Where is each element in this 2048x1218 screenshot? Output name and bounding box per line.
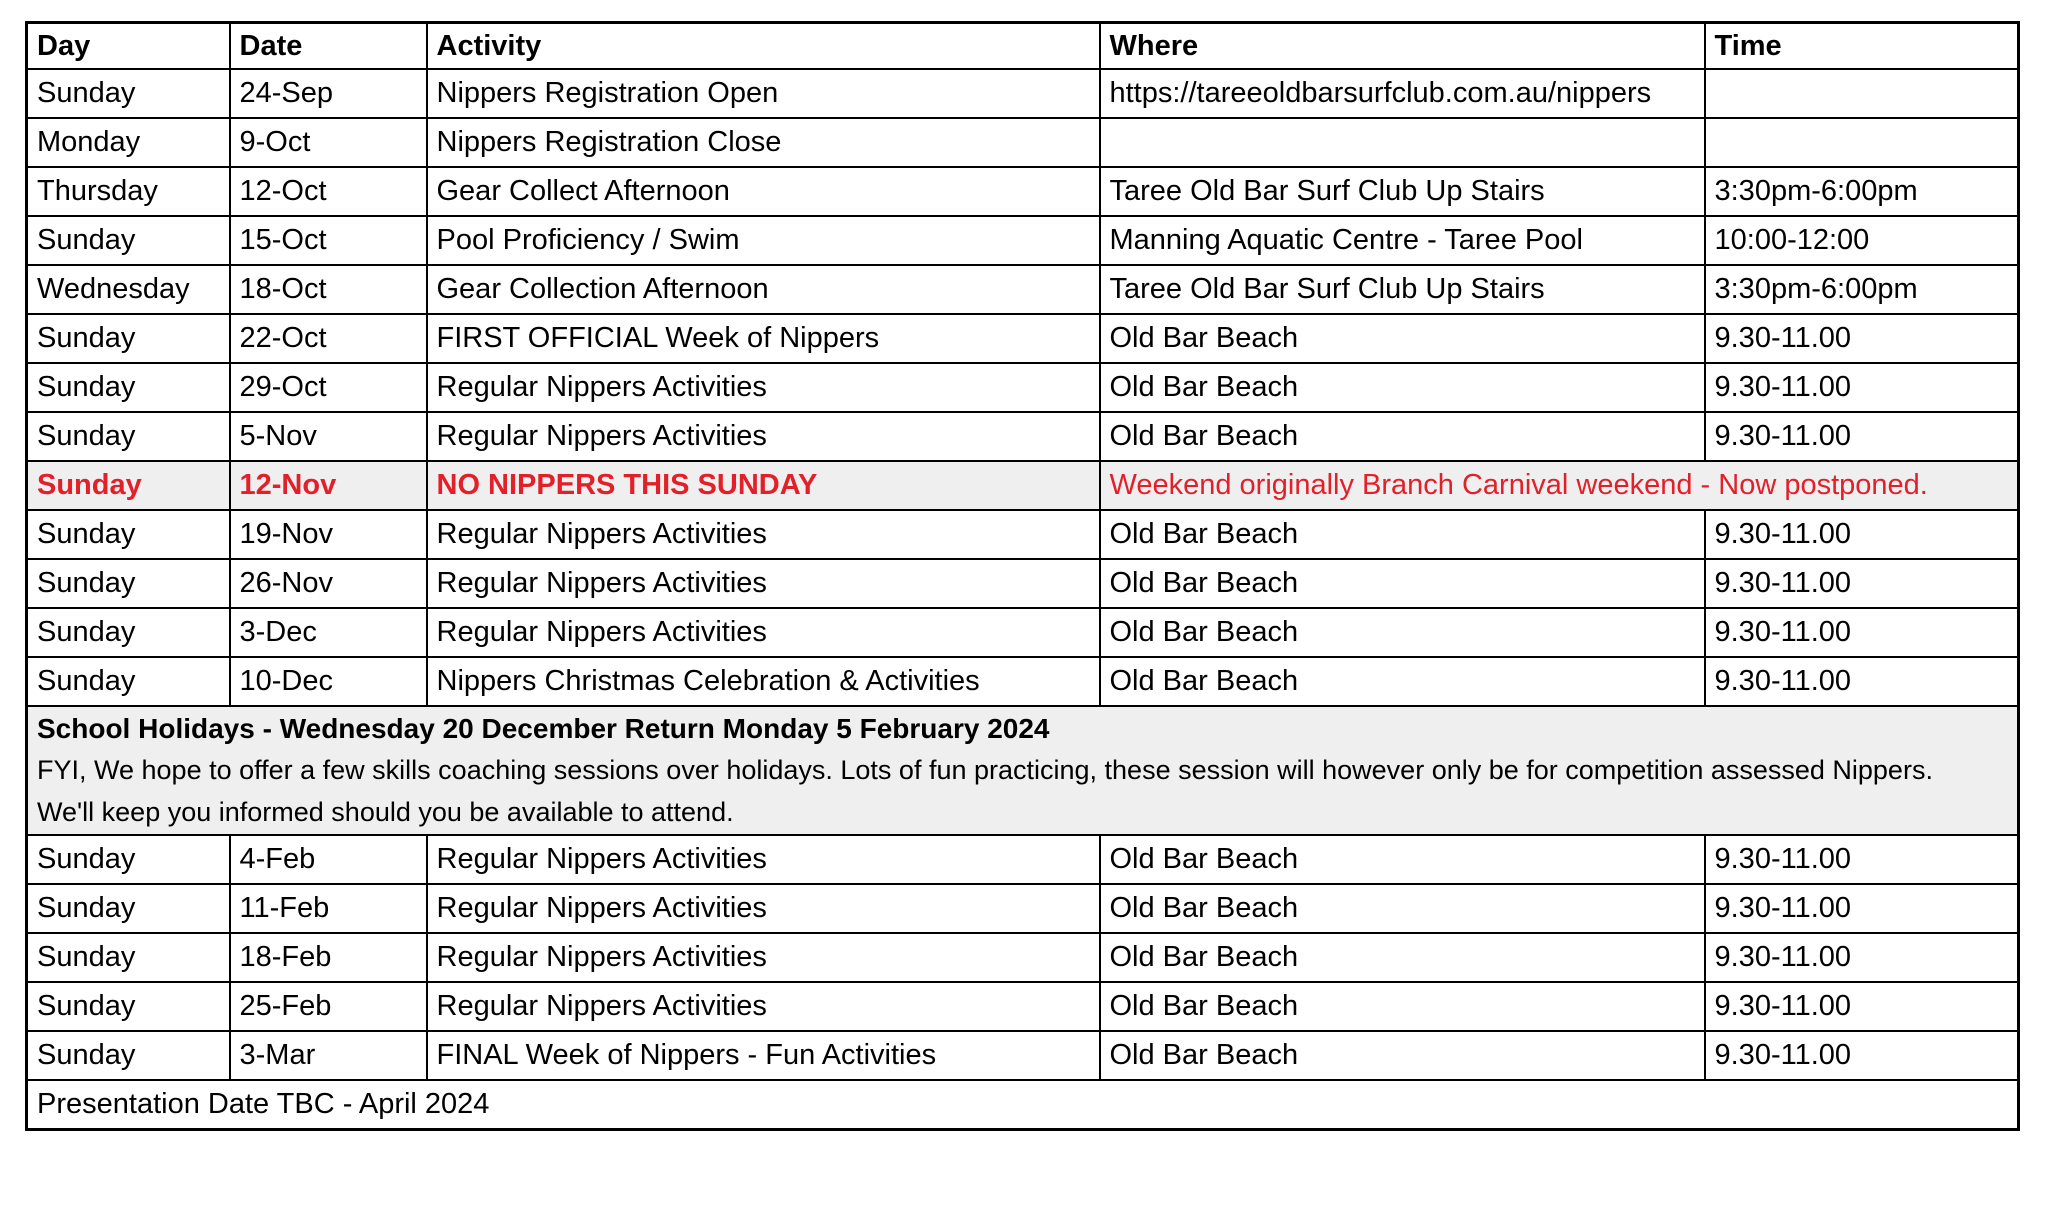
- cell-activity: Pool Proficiency / Swim: [427, 216, 1100, 265]
- cell-activity: Regular Nippers Activities: [427, 608, 1100, 657]
- cell-activity: Regular Nippers Activities: [427, 559, 1100, 608]
- cell-day: Sunday: [27, 216, 230, 265]
- cell-where: Old Bar Beach: [1100, 982, 1705, 1031]
- cell-activity: Regular Nippers Activities: [427, 835, 1100, 884]
- cell-activity: NO NIPPERS THIS SUNDAY: [427, 461, 1100, 510]
- section-title: School Holidays - Wednesday 20 December Return Monday 5 February 2024: [37, 713, 1050, 744]
- cell-time: 10:00-12:00: [1705, 216, 2019, 265]
- cell-date: 3-Dec: [230, 608, 427, 657]
- table-row: [27, 461, 2019, 510]
- nippers-schedule: [25, 21, 2020, 1131]
- cell-time: [1705, 69, 2019, 118]
- cell-activity: Gear Collection Afternoon: [427, 265, 1100, 314]
- cell-where: https://tareeoldbarsurfclub.com.au/nippers: [1100, 69, 1705, 118]
- cell-date: 19-Nov: [230, 510, 427, 559]
- cell-activity: Nippers Registration Open: [427, 69, 1100, 118]
- footer-row: [27, 1080, 2019, 1130]
- footer-note: Presentation Date TBC - April 2024: [27, 1080, 2019, 1130]
- table-row: [27, 982, 2019, 1031]
- table-row: [27, 118, 2019, 167]
- cell-activity: Regular Nippers Activities: [427, 510, 1100, 559]
- cell-day: Sunday: [27, 933, 230, 982]
- schedule-table: [25, 21, 2020, 1131]
- table-row: [27, 657, 2019, 706]
- table-row: [27, 1031, 2019, 1080]
- cell-time: 9.30-11.00: [1705, 314, 2019, 363]
- table-row: [27, 559, 2019, 608]
- column-header-time: Time: [1705, 23, 2019, 70]
- cell-time: 9.30-11.00: [1705, 412, 2019, 461]
- cell-day: Thursday: [27, 167, 230, 216]
- cell-where: Old Bar Beach: [1100, 933, 1705, 982]
- cell-activity: FIRST OFFICIAL Week of Nippers: [427, 314, 1100, 363]
- cell-activity: Nippers Christmas Celebration & Activities: [427, 657, 1100, 706]
- cell-where: Old Bar Beach: [1100, 559, 1705, 608]
- cell-day: Sunday: [27, 1031, 230, 1080]
- table-row: [27, 933, 2019, 982]
- cell-day: Sunday: [27, 69, 230, 118]
- section-row: [27, 706, 2019, 835]
- cell-date: 12-Oct: [230, 167, 427, 216]
- cell-where: Old Bar Beach: [1100, 1031, 1705, 1080]
- table-row: [27, 216, 2019, 265]
- cell-time: 9.30-11.00: [1705, 982, 2019, 1031]
- cell-activity: FINAL Week of Nippers - Fun Activities: [427, 1031, 1100, 1080]
- cell-activity: Regular Nippers Activities: [427, 933, 1100, 982]
- table-row: [27, 608, 2019, 657]
- cell-date: 11-Feb: [230, 884, 427, 933]
- cell-date: 24-Sep: [230, 69, 427, 118]
- cell-where: Old Bar Beach: [1100, 657, 1705, 706]
- cell-time: 3:30pm-6:00pm: [1705, 167, 2019, 216]
- cell-day: Sunday: [27, 461, 230, 510]
- table-row: [27, 167, 2019, 216]
- cell-date: 29-Oct: [230, 363, 427, 412]
- cell-time: 9.30-11.00: [1705, 933, 2019, 982]
- cell-time: 3:30pm-6:00pm: [1705, 265, 2019, 314]
- column-header-day: Day: [27, 23, 230, 70]
- cell-activity: Nippers Registration Close: [427, 118, 1100, 167]
- table-row: [27, 835, 2019, 884]
- cell-date: 12-Nov: [230, 461, 427, 510]
- table-row: [27, 69, 2019, 118]
- cell-where: Old Bar Beach: [1100, 510, 1705, 559]
- cell-where: Taree Old Bar Surf Club Up Stairs: [1100, 167, 1705, 216]
- cell-where: Weekend originally Branch Carnival weekend - Now postponed.: [1100, 461, 2019, 510]
- cell-day: Sunday: [27, 363, 230, 412]
- column-header-activity: Activity: [427, 23, 1100, 70]
- cell-where: Old Bar Beach: [1100, 884, 1705, 933]
- table-row: [27, 363, 2019, 412]
- cell-day: Sunday: [27, 412, 230, 461]
- cell-date: 3-Mar: [230, 1031, 427, 1080]
- cell-where: Old Bar Beach: [1100, 608, 1705, 657]
- cell-date: 15-Oct: [230, 216, 427, 265]
- cell-date: 18-Feb: [230, 933, 427, 982]
- cell-where: Old Bar Beach: [1100, 314, 1705, 363]
- cell-day: Monday: [27, 118, 230, 167]
- column-header-where: Where: [1100, 23, 1705, 70]
- cell-date: 5-Nov: [230, 412, 427, 461]
- cell-day: Wednesday: [27, 265, 230, 314]
- cell-day: Sunday: [27, 835, 230, 884]
- cell-date: 26-Nov: [230, 559, 427, 608]
- section-note: [27, 706, 2019, 835]
- cell-where: Taree Old Bar Surf Club Up Stairs: [1100, 265, 1705, 314]
- table-row: [27, 265, 2019, 314]
- column-header-date: Date: [230, 23, 427, 70]
- header-row: [27, 23, 2019, 70]
- cell-activity: Gear Collect Afternoon: [427, 167, 1100, 216]
- table-row: [27, 510, 2019, 559]
- cell-activity: Regular Nippers Activities: [427, 884, 1100, 933]
- cell-time: 9.30-11.00: [1705, 363, 2019, 412]
- cell-day: Sunday: [27, 982, 230, 1031]
- table-row: [27, 412, 2019, 461]
- cell-time: 9.30-11.00: [1705, 559, 2019, 608]
- cell-date: 25-Feb: [230, 982, 427, 1031]
- cell-time: 9.30-11.00: [1705, 1031, 2019, 1080]
- cell-date: 22-Oct: [230, 314, 427, 363]
- cell-where: Old Bar Beach: [1100, 835, 1705, 884]
- cell-time: [1705, 118, 2019, 167]
- cell-where: Manning Aquatic Centre - Taree Pool: [1100, 216, 1705, 265]
- cell-time: 9.30-11.00: [1705, 608, 2019, 657]
- cell-day: Sunday: [27, 510, 230, 559]
- section-text: We'll keep you informed should you be available to attend.: [37, 797, 734, 828]
- cell-activity: Regular Nippers Activities: [427, 982, 1100, 1031]
- cell-day: Sunday: [27, 314, 230, 363]
- cell-activity: Regular Nippers Activities: [427, 363, 1100, 412]
- cell-day: Sunday: [27, 608, 230, 657]
- cell-day: Sunday: [27, 559, 230, 608]
- cell-time: 9.30-11.00: [1705, 510, 2019, 559]
- cell-time: 9.30-11.00: [1705, 884, 2019, 933]
- cell-day: Sunday: [27, 884, 230, 933]
- table-row: [27, 884, 2019, 933]
- table-row: [27, 314, 2019, 363]
- cell-date: 18-Oct: [230, 265, 427, 314]
- cell-date: 9-Oct: [230, 118, 427, 167]
- cell-date: 4-Feb: [230, 835, 427, 884]
- cell-activity: Regular Nippers Activities: [427, 412, 1100, 461]
- cell-time: 9.30-11.00: [1705, 657, 2019, 706]
- cell-where: Old Bar Beach: [1100, 363, 1705, 412]
- cell-time: 9.30-11.00: [1705, 835, 2019, 884]
- cell-where: Old Bar Beach: [1100, 412, 1705, 461]
- cell-where: [1100, 118, 1705, 167]
- cell-date: 10-Dec: [230, 657, 427, 706]
- section-text: FYI, We hope to offer a few skills coaching sessions over holidays. Lots of fun practicing, these session will however only be for competition assessed Nippers.: [37, 755, 1933, 786]
- cell-day: Sunday: [27, 657, 230, 706]
